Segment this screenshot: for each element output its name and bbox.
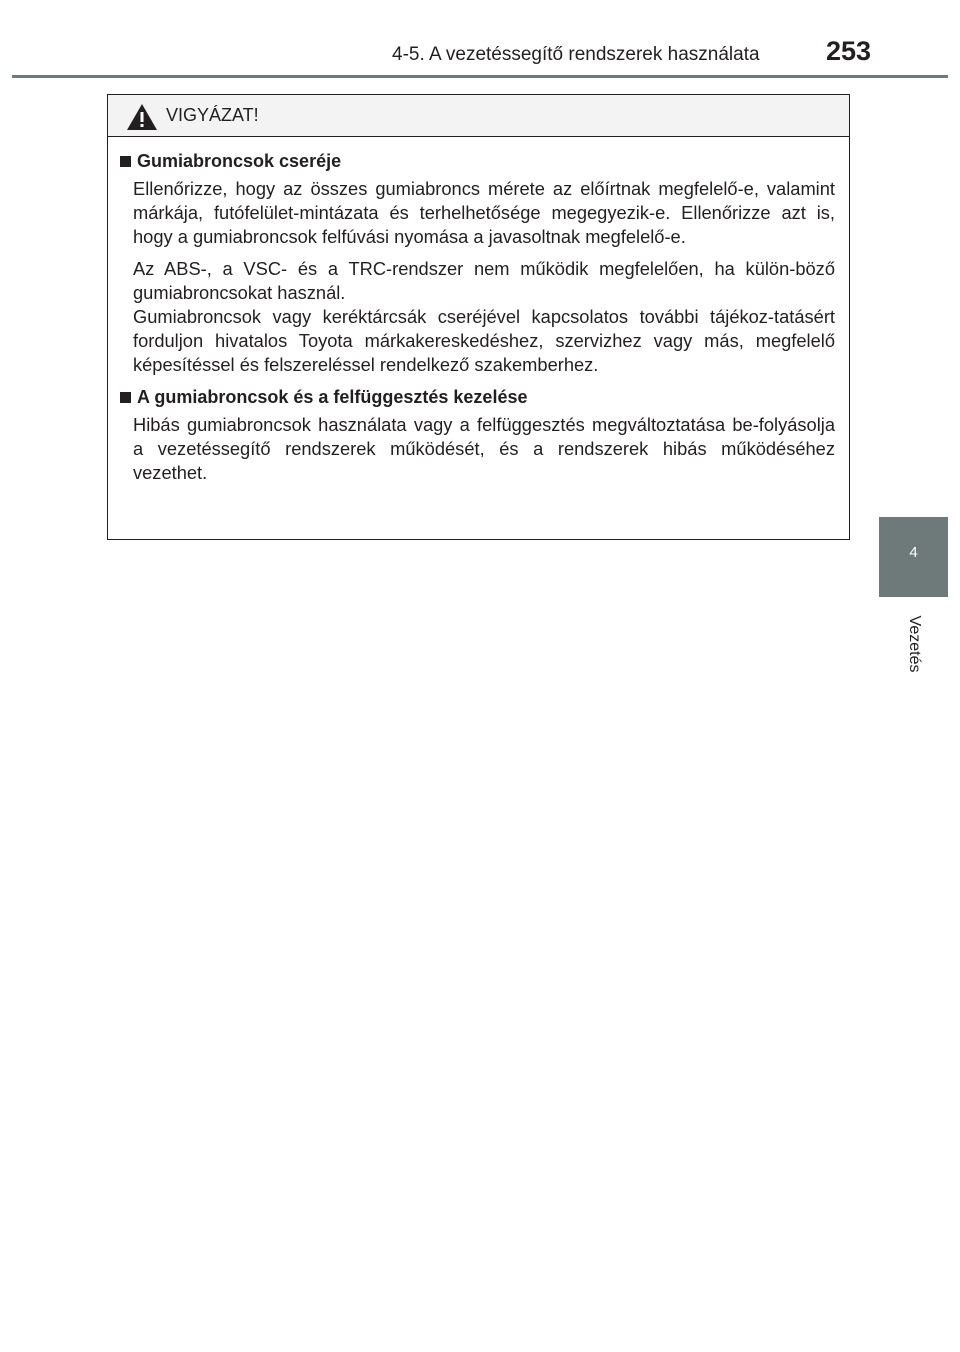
chapter-label-text: Vezetés bbox=[906, 615, 923, 673]
section-heading bbox=[120, 149, 835, 173]
paragraph: Ellenőrizze, hogy az összes gumiabroncs mérete az előírtnak megfelelő-e, valamint márkája, futófelület-mintázata és terhelhetősége megegyezik-e. Ellenőrizze azt is, hogy a gumiabroncsok felfúvási nyomása a javasoltnak megfelelő-e. bbox=[133, 178, 835, 247]
caution-header bbox=[108, 95, 849, 137]
section-heading bbox=[120, 385, 835, 409]
paragraph: Gumiabroncsok vagy keréktárcsák cseréjével kapcsolatos további tájékoz-tatásért forduljon hivatalos Toyota márkakereskedéshez, szervizhez vagy más, megfelelő képesítéssel és felszereléssel rendelkező szakemberhez. bbox=[133, 306, 835, 375]
header-title: 4-5. A vezetéssegítő rendszerek használata bbox=[392, 44, 760, 65]
warning-icon bbox=[126, 103, 158, 131]
square-bullet-icon bbox=[120, 392, 131, 403]
header-rule bbox=[12, 75, 948, 78]
paragraph: Az ABS-, a VSC- és a TRC-rendszer nem működik megfelelően, ha külön-böző gumiabroncsokat használ. bbox=[133, 258, 835, 303]
paragraph: Hibás gumiabroncsok használata vagy a felfüggesztés megváltoztatása be-folyásolja a vezetéssegítő rendszerek működését, és a rendszerek hibás működéséhez vezethet. bbox=[133, 414, 835, 483]
caution-box bbox=[107, 94, 850, 540]
caution-title: VIGYÁZAT! bbox=[166, 105, 259, 125]
caution-body bbox=[108, 137, 849, 485]
section-heading-text: Gumiabroncsok cseréje bbox=[137, 151, 342, 171]
page-number: 253 bbox=[826, 36, 872, 66]
chapter-label bbox=[894, 606, 934, 682]
square-bullet-icon bbox=[120, 156, 131, 167]
chapter-number: 4 bbox=[909, 544, 918, 561]
section-heading-text: A gumiabroncsok és a felfüggesztés kezelése bbox=[137, 387, 528, 407]
chapter-tab[interactable] bbox=[879, 517, 948, 597]
